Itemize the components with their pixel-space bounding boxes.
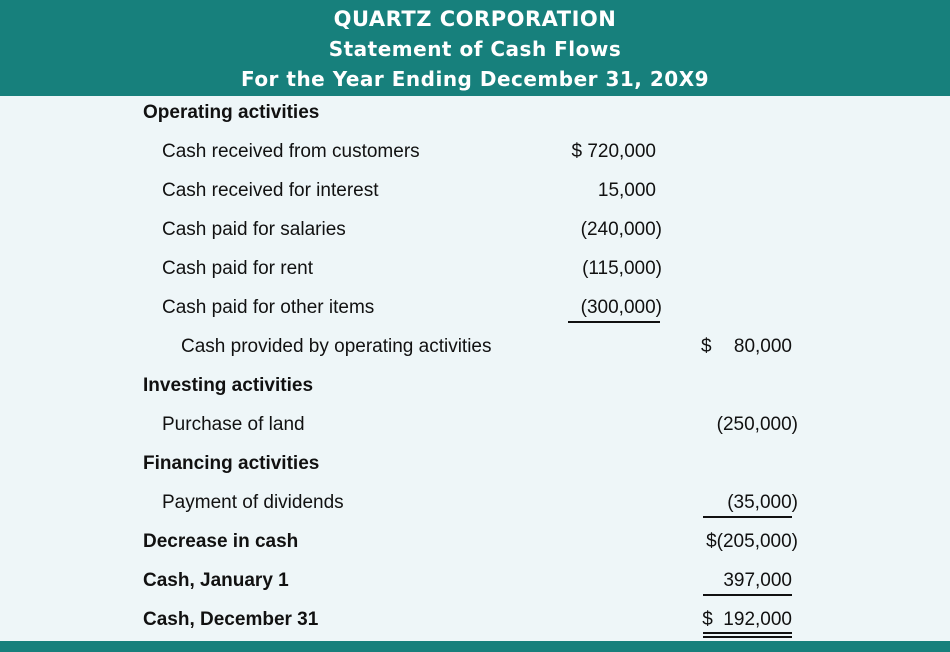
jan-row xyxy=(0,570,950,600)
footer-bar xyxy=(0,641,950,652)
table-row xyxy=(0,258,950,288)
decrease-label: Decrease in cash xyxy=(143,531,299,552)
line-item-amount: (250,000) xyxy=(716,414,798,435)
subtotal-amount: 80,000 xyxy=(733,336,792,357)
dec-row xyxy=(0,609,950,639)
decrease-row xyxy=(0,531,950,561)
line-item-label: Cash paid for rent xyxy=(162,258,314,279)
statement-period: For the Year Ending December 31, 20X9 xyxy=(240,67,710,91)
financing-heading-row xyxy=(0,453,950,483)
operating-heading: Operating activities xyxy=(143,102,320,123)
dec-amount: $ 192,000 xyxy=(702,609,792,630)
line-item-amount: $ 720,000 xyxy=(571,141,656,162)
subtotal-currency: $ xyxy=(701,336,712,357)
company-name: QUARTZ CORPORATION xyxy=(333,7,617,31)
column-underline xyxy=(568,321,660,323)
line-item-amount: 15,000 xyxy=(597,180,656,201)
line-item-label: Cash paid for salaries xyxy=(162,219,346,240)
double-underline-top xyxy=(703,632,792,634)
dec-label: Cash, December 31 xyxy=(143,609,319,630)
decrease-amount: $(205,000) xyxy=(706,531,798,552)
table-row xyxy=(0,219,950,249)
operating-subtotal-row xyxy=(0,336,950,366)
statement-title: Statement of Cash Flows xyxy=(328,37,622,61)
column-underline xyxy=(703,516,792,518)
jan-amount: 397,000 xyxy=(723,570,792,591)
subtotal-label: Cash provided by operating activities xyxy=(181,336,492,357)
table-row xyxy=(0,492,950,522)
line-item-label: Cash received for interest xyxy=(162,180,379,201)
line-item-amount: (300,000) xyxy=(580,297,662,318)
table-row xyxy=(0,180,950,210)
operating-heading-row xyxy=(0,102,950,132)
line-item-label: Cash received from customers xyxy=(162,141,420,162)
table-row xyxy=(0,297,950,327)
table-row xyxy=(0,141,950,171)
table-row xyxy=(0,414,950,444)
line-item-amount: (240,000) xyxy=(580,219,662,240)
financing-heading: Financing activities xyxy=(143,453,320,474)
investing-heading-row xyxy=(0,375,950,405)
column-underline xyxy=(703,594,792,596)
jan-label: Cash, January 1 xyxy=(143,570,289,591)
line-item-label: Payment of dividends xyxy=(162,492,344,513)
double-underline-bottom xyxy=(703,636,792,638)
line-item-label: Purchase of land xyxy=(162,414,305,435)
line-item-amount: (35,000) xyxy=(727,492,798,513)
line-item-amount: (115,000) xyxy=(582,258,662,279)
line-item-label: Cash paid for other items xyxy=(162,297,375,318)
investing-heading: Investing activities xyxy=(143,375,314,396)
statement-header xyxy=(0,0,950,96)
